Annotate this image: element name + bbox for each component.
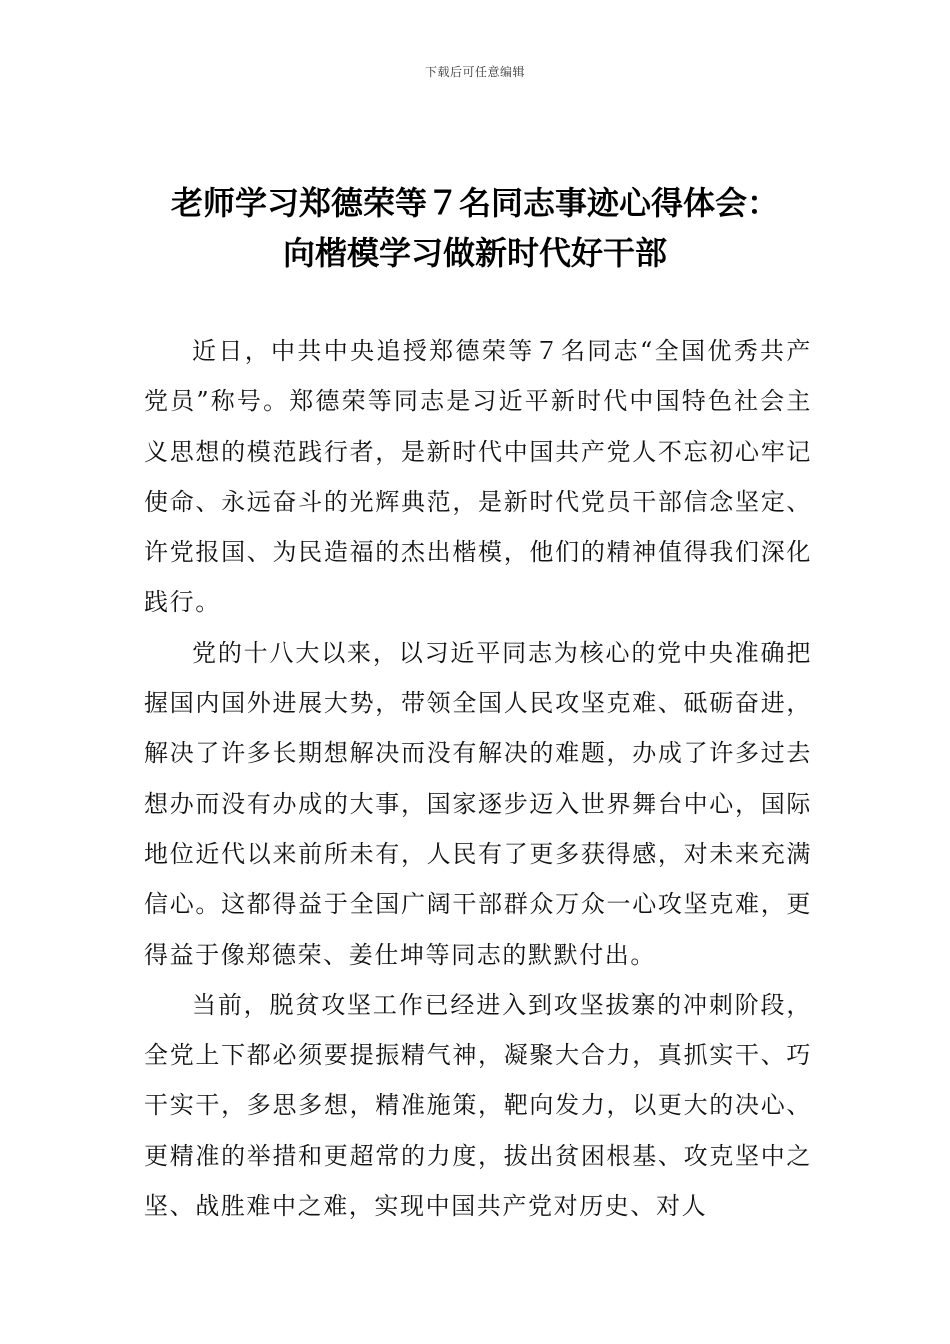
paragraph-3: 当前，脱贫攻坚工作已经进入到攻坚拔寨的冲刺阶段，全党上下都必须要提振精气神，凝聚大合力，真抓实干、巧干实干，多思多想，精准施策，靶向发力，以更大的决心、更精准的举措和更超常的力度，拔出贫困根基、攻克坚中之坚、战胜难中之难，实现中国共产党对历史、对人 bbox=[144, 990, 812, 1221]
title-line-2: 向楷模学习做新时代好干部 bbox=[282, 234, 667, 272]
document-title bbox=[130, 178, 820, 278]
header-note: 下载后可任意编辑 bbox=[424, 65, 525, 79]
document-body bbox=[144, 326, 812, 1231]
title-line-1: 老师学习郑德荣等７名同志事迹心得体会： bbox=[170, 184, 779, 222]
paragraph-2: 党的十八大以来，以习近平同志为核心的党中央准确把握国内国外进展大势，带领全国人民攻坚克难、砥砺奋进，解决了许多长期想解决而没有解决的难题，办成了许多过去想办而没有办成的大事，国家逐步迈入世界舞台中心，国际地位近代以来前所未有，人民有了更多获得感，对未来充满信心。这都得益于全国广阔干部群众万众一心攻坚克难，更得益于像郑德荣、姜仕坤等同志的默默付出。 bbox=[144, 638, 812, 969]
paragraph-1: 近日，中共中央追授郑德荣等７名同志“全国优秀共产党员”称号。郑德荣等同志是习近平新时代中国特色社会主义思想的模范践行者，是新时代中国共产党人不忘初心牢记使命、永远奋斗的光辉典范，是新时代党员干部信念坚定、许党报国、为民造福的杰出楷模，他们的精神值得我们深化践行。 bbox=[144, 337, 812, 617]
